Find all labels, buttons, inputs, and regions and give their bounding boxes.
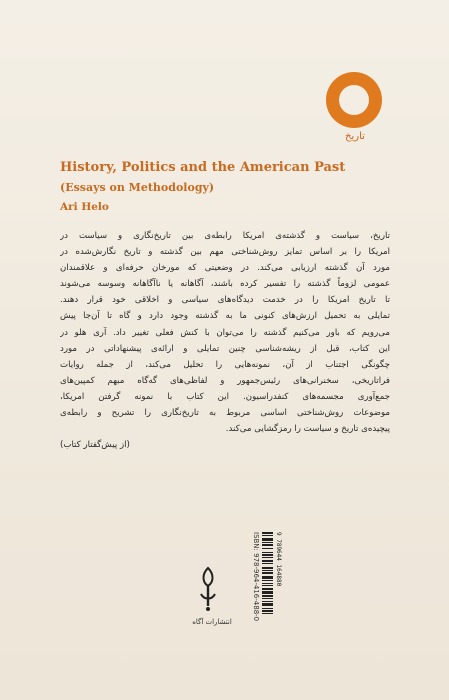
publisher-logo-icon <box>196 566 220 612</box>
blurb-line: تمایلی به تحمیل ارزش‌های کنونی ما به گذشته وجود دارد و گاه تا آن‌جا پیش <box>60 311 390 322</box>
barcode-digits: 9 789644 164880 <box>275 532 282 587</box>
blurb-line: فراتاریخی، سخنرانی‌های رئیس‌جمهور و لفاظی‌های گه‌گاه مبهم کمپین‌های <box>60 375 390 386</box>
blurb-source-note: (از پیش‌گفتار کتاب) <box>60 440 130 451</box>
blurb-line: تاریخ، سیاست و گذشته‌ی امریکا رابطه‌ی بین تاریخ‌نگاری و سیاست در <box>60 231 390 241</box>
isbn-text: ISBN: 978-964-416-488-0 <box>252 532 260 622</box>
blurb-line: این کتاب، قبل از ریشه‌شناسی چنین تمایلی و ارائه‌ی پیشنهاداتی در مورد <box>60 343 390 354</box>
publisher-name: انتشارات آگاه <box>192 618 232 626</box>
barcode <box>262 532 273 658</box>
series-circle-center <box>339 85 369 115</box>
blurb-line: جمع‌آوری مجسمه‌های کنفدراسیون. این کتاب با نمونه گرفتن امریکا، <box>60 391 390 402</box>
english-title: History, Politics and the American Past <box>60 160 346 175</box>
back-cover-blurb <box>60 228 390 453</box>
blurb-line: تا تاریخ امریکا را در خدمت دیدگاه‌های سیاسی و اخلاقی خود قرار دهند. <box>60 295 390 306</box>
english-subtitle: (Essays on Methodology) <box>60 181 215 194</box>
blurb-line: امریکا را بر اساس تمایز روش‌شناختی مهم بین گذشته و تاریخ نگارش‌شده در <box>60 247 390 258</box>
blurb-line: می‌رویم که باور می‌کنیم گذشته را می‌توان با کنش فعلی تغییر داد. آری هلو در <box>60 327 390 338</box>
blurb-line: عمومی لزوماً گذشته را تفسیر کرده باشند، آگاهانه یا ناآگاهانه وسوسه می‌شوند <box>60 279 390 290</box>
blurb-line: مورد آن گذشته ارزیابی می‌کند. در وضعیتی که مورخان حرفه‌ای و علاقمندان <box>60 263 390 274</box>
english-author: Ari Helo <box>60 201 109 213</box>
blurb-line: موضوعات روش‌شناختی اساسی مربوط به تاریخ‌نگاری را تشریح و رابطه‌ی <box>60 408 390 419</box>
blurb-line: پیچیده‌ی تاریخ و سیاست را رمزگشایی می‌کند. <box>225 424 390 435</box>
barcode-stripe <box>262 614 273 616</box>
series-circle-emblem <box>326 72 382 128</box>
series-category-label: تاریخ <box>345 131 365 142</box>
blurb-line: چگونگی اجتناب از آن، نمونه‌هایی را تحلیل می‌کند، از جمله روایات <box>60 359 390 370</box>
